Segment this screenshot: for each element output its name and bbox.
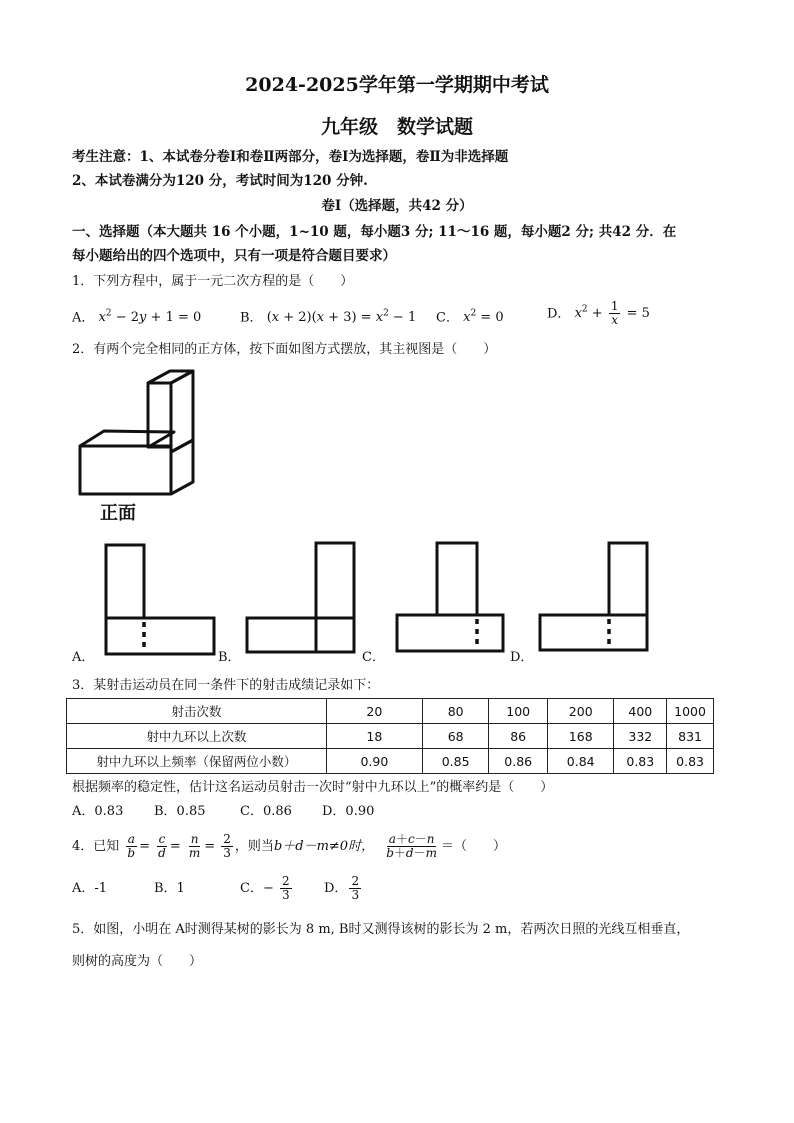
notice-line-1: 考生注意：1、本试卷分卷Ⅰ和卷Ⅱ两部分，卷Ⅰ为选择题，卷Ⅱ为非选择题: [72, 149, 509, 165]
q4-fraction-a-b: $\frac{a}{b}$: [127, 832, 136, 860]
q4-option-b: B．1: [154, 881, 185, 896]
q1-option-a-label: A．: [72, 310, 95, 326]
q5-line-2: 则树的高度为（ ）: [72, 954, 203, 969]
table-row: [67, 749, 714, 774]
q1-option-b-formula: $(x + 2)(x + 3) = x^2 - 1$: [266, 309, 417, 326]
q4-fraction-c-d: $\frac{c}{d}$: [158, 832, 166, 860]
table-cell: 1000: [667, 699, 714, 724]
table-cell: 80: [422, 699, 488, 724]
q4-fraction-2-3: $\frac{2}{3}$: [223, 832, 231, 860]
q3-option-c: C．0.86: [240, 804, 292, 819]
table-cell: 0.86: [489, 749, 548, 774]
notice-line-2: 2、本试卷满分为120 分，考试时间为120 分钟.: [72, 173, 368, 189]
section-instruction-2: 每小题给出的四个选项中，只有一项是符合题目要求）: [72, 248, 396, 264]
q3-stem: 3．某射击运动员在同一条件下的射击成绩记录如下：: [72, 678, 380, 693]
exam-subtitle: 九年级 数学试题: [320, 116, 473, 138]
q2-option-d-figure: [536, 540, 654, 658]
q1-option-c-formula: $x^2 = 0$: [463, 309, 504, 326]
q3-data-table: [66, 698, 714, 774]
q1-option-a-formula: $x^2 - 2y + 1 = 0$: [98, 309, 202, 326]
table-cell: 831: [667, 724, 714, 749]
q4-suffix: ＝（ ）: [441, 839, 507, 854]
table-row: [67, 724, 714, 749]
table-cell: 0.90: [326, 749, 422, 774]
table-cell: 168: [547, 724, 613, 749]
table-cell: 86: [489, 724, 548, 749]
q2-option-a-label: A．: [72, 650, 95, 665]
q1-option-d: [547, 300, 650, 327]
q4-option-a: A．-1: [72, 881, 108, 896]
q2-front-label: 正面: [100, 503, 136, 524]
q1-option-c-label: C．: [436, 310, 459, 326]
q5-line-1: 5．如图，小明在 A时测得某树的影长为 8 m, B时又测得该树的影长为 2 m，若两次日照的光线互相垂直，: [72, 922, 690, 937]
table-cell: 332: [614, 724, 667, 749]
q3-option-b: B．0.85: [154, 804, 206, 819]
q1-option-d-formula: $x^2$ + $\frac{1}{x}$ = 5: [574, 299, 650, 328]
q4-prefix: 4．已知: [72, 839, 120, 854]
exam-title: 2024-2025学年第一学期期中考试: [245, 74, 549, 96]
q3-option-d: D．0.90: [322, 804, 375, 819]
q1-option-c: [436, 304, 504, 328]
q1-stem: 1．下列方程中，属于一元二次方程的是（ ）: [72, 274, 354, 289]
q4-options: [72, 874, 363, 904]
q2-option-b-label: B．: [218, 650, 241, 665]
table-row-label: 射击次数: [67, 699, 327, 724]
q2-option-d-label: D．: [510, 650, 534, 665]
q4-expression-fraction: $\frac{a+c-n}{b+d-m}$: [386, 832, 438, 860]
q4-option-c: C．− $\frac{2}{3}$: [240, 874, 290, 902]
table-cell: 400: [614, 699, 667, 724]
q2-3d-figure: [70, 362, 230, 528]
table-row-label: 射中九环以上次数: [67, 724, 327, 749]
q1-option-b-label: B．: [240, 310, 263, 326]
q3-option-a: A．0.83: [72, 804, 124, 819]
q1-option-a: [72, 304, 201, 328]
table-row: [67, 699, 714, 724]
q2-option-c-label: C．: [362, 650, 385, 665]
table-cell: 0.83: [667, 749, 714, 774]
table-cell: 0.83: [614, 749, 667, 774]
table-cell: 100: [489, 699, 548, 724]
table-cell: 18: [326, 724, 422, 749]
q4-fraction-n-m: $\frac{n}{m}$: [188, 832, 201, 860]
table-cell: 0.85: [422, 749, 488, 774]
table-cell: 0.84: [547, 749, 613, 774]
table-cell: 20: [326, 699, 422, 724]
table-row-label: 射中九环以上频率（保留两位小数）: [67, 749, 327, 774]
q2-option-c-figure: [393, 540, 511, 658]
section-heading: 卷Ⅰ（选择题，共42 分）: [321, 198, 473, 214]
q4-option-c-label: C．: [240, 881, 263, 896]
q4-stem: 4．已知 $\frac{a}{b}$ = $\frac{c}{d}$ = $\frac{n}{m}$ = $\frac{2}{3}$ ，则当b＋d－m≠0时， $\frac{a+c-n}{b+d-m}$ ＝（ ）: [72, 832, 507, 860]
q4-option-d: D． $\frac{2}{3}$: [324, 874, 360, 902]
q4-option-d-label: D．: [324, 881, 348, 896]
q4-condition: b＋d－m≠0时，: [273, 839, 375, 854]
table-cell: 68: [422, 724, 488, 749]
q2-option-a-figure: [100, 540, 218, 658]
q2-option-b-figure: [242, 540, 360, 658]
q1-option-b: [240, 304, 416, 328]
q3-followup: 根据频率的稳定性，估计这名运动员射击一次时“射中九环以上”的概率约是（ ）: [72, 780, 554, 795]
q4-middle: ，则当: [234, 839, 274, 854]
q2-stem: 2．有两个完全相同的正方体，按下面如图方式摆放，其主视图是（ ）: [72, 342, 497, 357]
table-cell: 200: [547, 699, 613, 724]
q1-option-d-label: D．: [547, 306, 571, 322]
section-instruction-1: 一、选择题（本大题共 16 个小题，1~10 题，每小题3 分; 11～16 题，每小题2 分; 共42 分．在: [72, 224, 677, 240]
